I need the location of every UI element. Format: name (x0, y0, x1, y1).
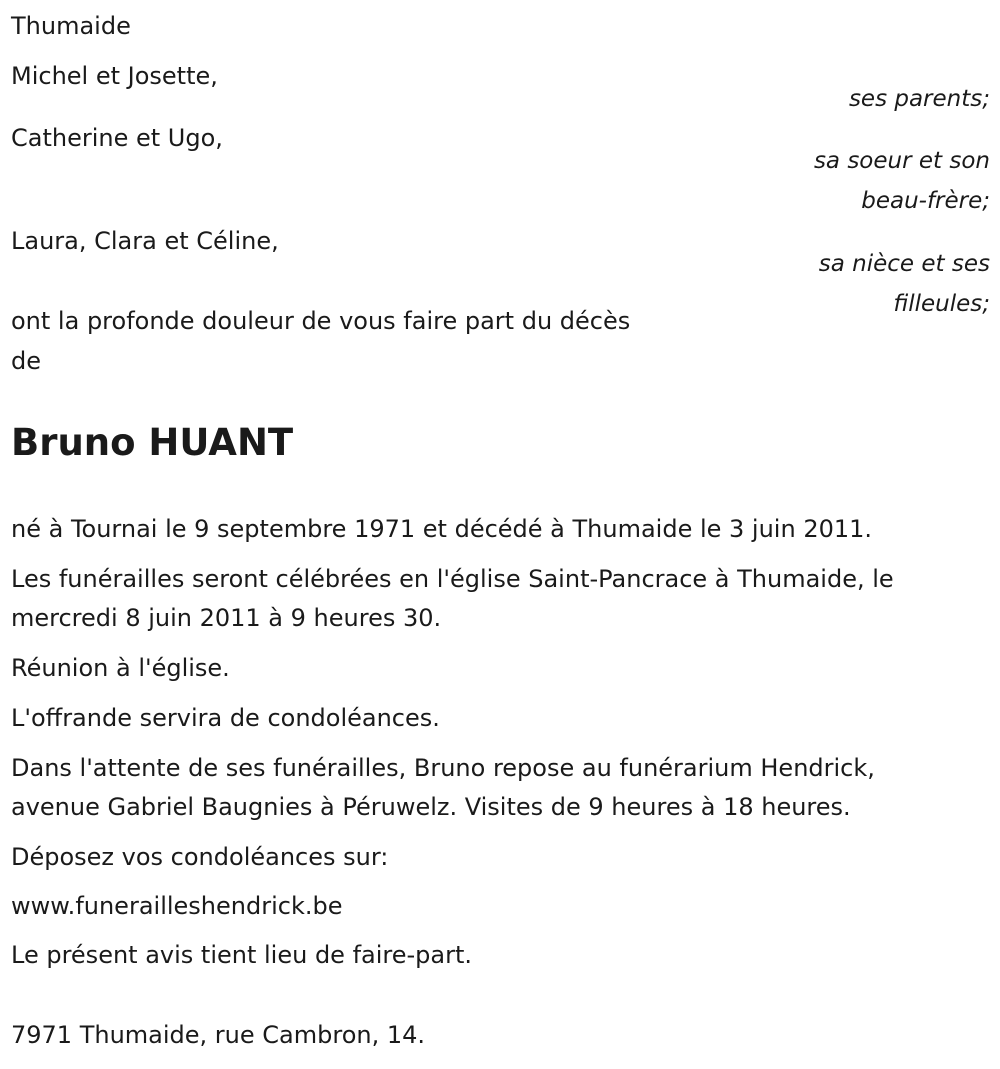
funeral-line1: Les funérailles seront célébrées en l'église Saint-Pancrace à Thumaide, le (11, 565, 894, 593)
funeral-line2: mercredi 8 juin 2011 à 9 heures 30. (11, 604, 442, 632)
family-role-sister-line1: sa soeur et son (813, 148, 990, 174)
announcement-line1: ont la profonde douleur de vous faire part du décès (11, 307, 631, 335)
deceased-name: Bruno HUANT (11, 421, 294, 464)
condolences-prompt: Déposez vos condoléances sur: (11, 843, 389, 871)
condolences-website-link[interactable]: www.funerailleshendrick.be (11, 892, 343, 920)
family-role-sister-line2: beau-frère; (861, 188, 990, 214)
place-header: Thumaide (11, 12, 131, 40)
rest-line2: avenue Gabriel Baugnies à Péruwelz. Visites de 9 heures à 18 heures. (11, 793, 851, 821)
meeting-line: Réunion à l'église. (11, 654, 230, 682)
notice-line: Le présent avis tient lieu de faire-part. (11, 941, 473, 969)
announcement-line2: de (11, 347, 41, 375)
family-role-nieces-line1: sa nièce et ses (818, 251, 990, 277)
birth-death-line: né à Tournai le 9 septembre 1971 et décédé à Thumaide le 3 juin 2011. (11, 515, 873, 543)
rest-line1: Dans l'attente de ses funérailles, Bruno repose au funérarium Hendrick, (11, 754, 875, 782)
family-names-nieces: Laura, Clara et Céline, (11, 227, 279, 255)
address-line: 7971 Thumaide, rue Cambron, 14. (11, 1021, 426, 1049)
family-role-parents: ses parents; (848, 86, 990, 112)
offering-line: L'offrande servira de condoléances. (11, 704, 440, 732)
family-role-nieces-line2: filleules; (893, 291, 990, 317)
family-names-sister: Catherine et Ugo, (11, 124, 223, 152)
family-names-parents: Michel et Josette, (11, 62, 218, 90)
